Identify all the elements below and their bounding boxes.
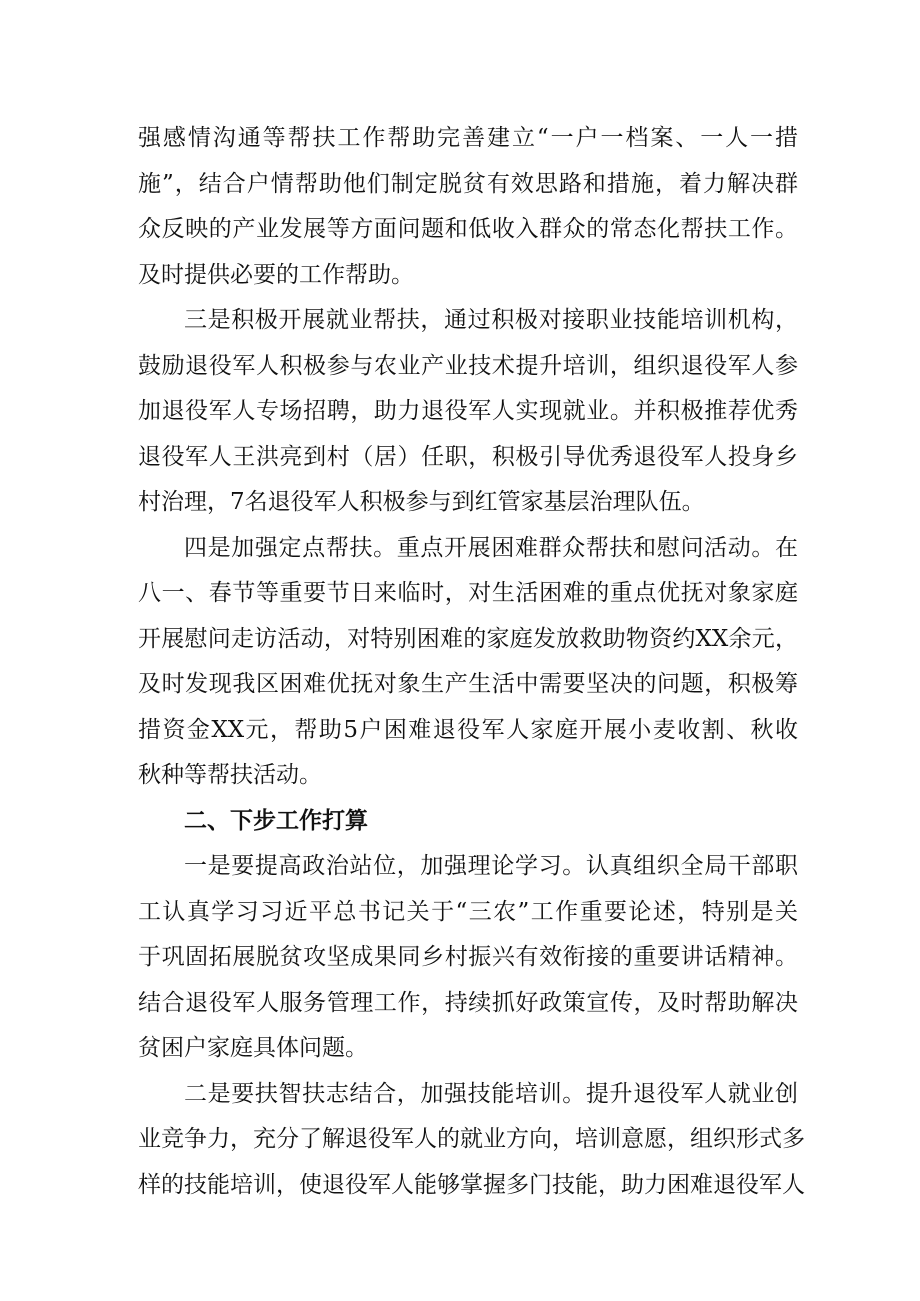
text-line: 二是要扶智扶志结合，加强技能培训。提升退役军人就业创 [184,1080,798,1107]
paragraph [138,526,798,799]
text-line: 强感情沟通等帮扶工作帮助完善建立“一户一档案、一人一措 [138,125,798,151]
text-line: 三是积极开展就业帮扶，通过积极对接职业技能培训机构， [184,307,798,333]
text-line: 于巩固拓展脱贫攻坚成果同乡村振兴有效衔接的重要讲话精神。 [138,944,798,970]
text-line: 鼓励退役军人积极参与农业产业技术提升培训，组织退役军人参 [138,352,798,379]
text-line: 村治理，7名退役军人积极参与到红管家基层治理队伍。 [138,489,705,515]
text-line: 加退役军人专场招聘，助力退役军人实现就业。并积极推荐优秀 [138,398,798,424]
section-heading: 二、下步工作打算 [184,807,368,834]
text-line: 众反映的产业发展等方面问题和低收入群众的常态化帮扶工作。 [138,216,798,242]
text-line: 措资金XX元，帮助5户困难退役军人家庭开展小麦收割、秋收 [138,716,798,743]
text-line: 贫困户家庭具体问题。 [138,1035,368,1061]
text-line: 八一、春节等重要节日来临时，对生活困难的重点优抚对象家庭 [138,580,798,606]
text-line: 及时提供必要的工作帮助。 [138,261,414,288]
text-line: 结合退役军人服务管理工作，持续抓好政策宣传，及时帮助解决 [138,989,798,1016]
text-line: 开展慰问走访活动，对特别困难的家庭发放救助物资约XX余元， [138,625,798,652]
text-line: 样的技能培训，使退役军人能够掌握多门技能，助力困难退役军人 [138,1171,805,1198]
paragraph [138,844,798,1072]
text-line: 工认真学习习近平总书记关于“三农”工作重要论述，特别是关 [138,898,798,925]
text-line: 四是加强定点帮扶。重点开展困难群众帮扶和慰问活动。在 [184,534,798,561]
paragraph [138,116,798,298]
text-line: 及时发现我区困难优抚对象生产生活中需要坚决的问题，积极筹 [138,671,798,697]
text-line: 一是要提高政治站位，加强理论学习。认真组织全局干部职 [184,853,798,879]
document-body [138,116,805,1208]
paragraph [138,1072,805,1209]
paragraph [138,298,798,526]
text-line: 业竞争力，充分了解退役军人的就业方向，培训意愿，组织形式多 [138,1126,805,1152]
text-line: 施”，结合户情帮助他们制定脱贫有效思路和措施，着力解决群 [138,170,798,197]
text-line: 退役军人王洪亮到村（居）任职，积极引导优秀退役军人投身乡 [138,443,798,470]
text-line: 秋种等帮扶活动。 [138,762,322,788]
